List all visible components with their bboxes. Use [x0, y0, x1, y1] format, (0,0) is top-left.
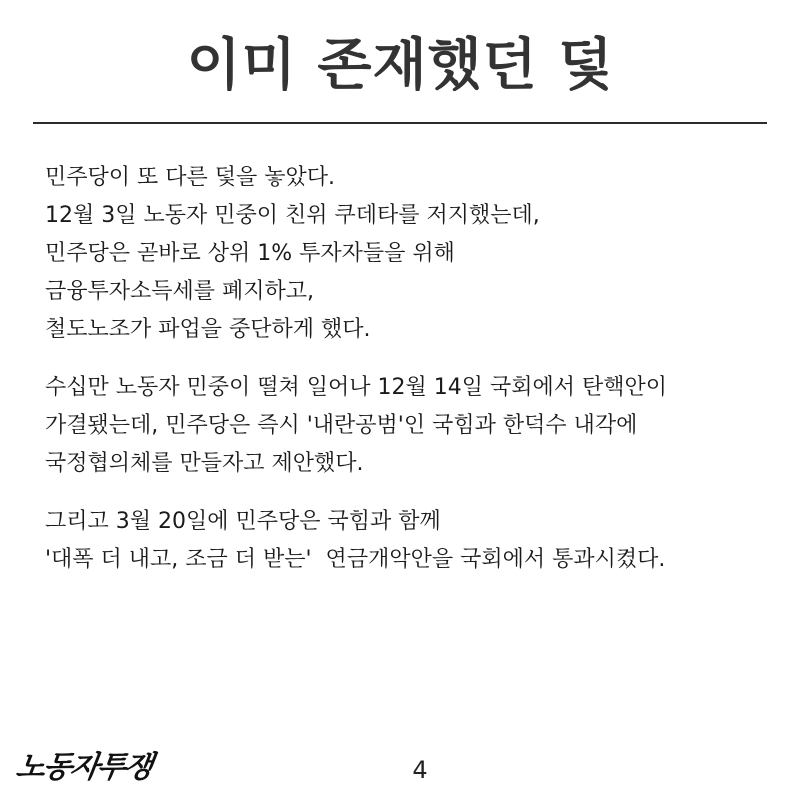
- text-line: 12월 3일 노동자 민중이 친위 쿠데타를 저지했는데,: [45, 203, 540, 228]
- page-number: 4: [412, 756, 428, 784]
- text-line: 국정협의체를 만들자고 제안했다.: [45, 451, 364, 476]
- paragraph-1: [45, 159, 765, 349]
- text-line: 가결됐는데, 민주당은 즉시 '내란공범'인 국힘과 한덕수 내각에: [45, 413, 638, 438]
- text-line: 민주당은 곧바로 상위 1% 투자자들을 위해: [45, 241, 455, 266]
- text-line: 그리고 3월 20일에 민주당은 국힘과 함께: [45, 509, 441, 534]
- text-line: 금융투자소득세를 폐지하고,: [45, 279, 315, 304]
- text-line: 철도노조가 파업을 중단하게 했다.: [45, 317, 371, 342]
- publisher-logo: 노동자투쟁: [13, 750, 154, 785]
- title-divider: [33, 122, 767, 124]
- text-line: 수십만 노동자 민중이 떨쳐 일어나 12월 14일 국회에서 탄핵안이: [45, 375, 667, 400]
- paragraph-3: [45, 503, 765, 579]
- paragraph-2: [45, 369, 765, 483]
- body-text: [45, 159, 765, 599]
- text-line: '대폭 더 내고, 조금 더 받는' 연금개악안을 국회에서 통과시켰다.: [45, 547, 666, 572]
- page-title: 이미 존재했던 덫: [186, 33, 614, 98]
- text-line: 민주당이 또 다른 덫을 놓았다.: [45, 165, 335, 190]
